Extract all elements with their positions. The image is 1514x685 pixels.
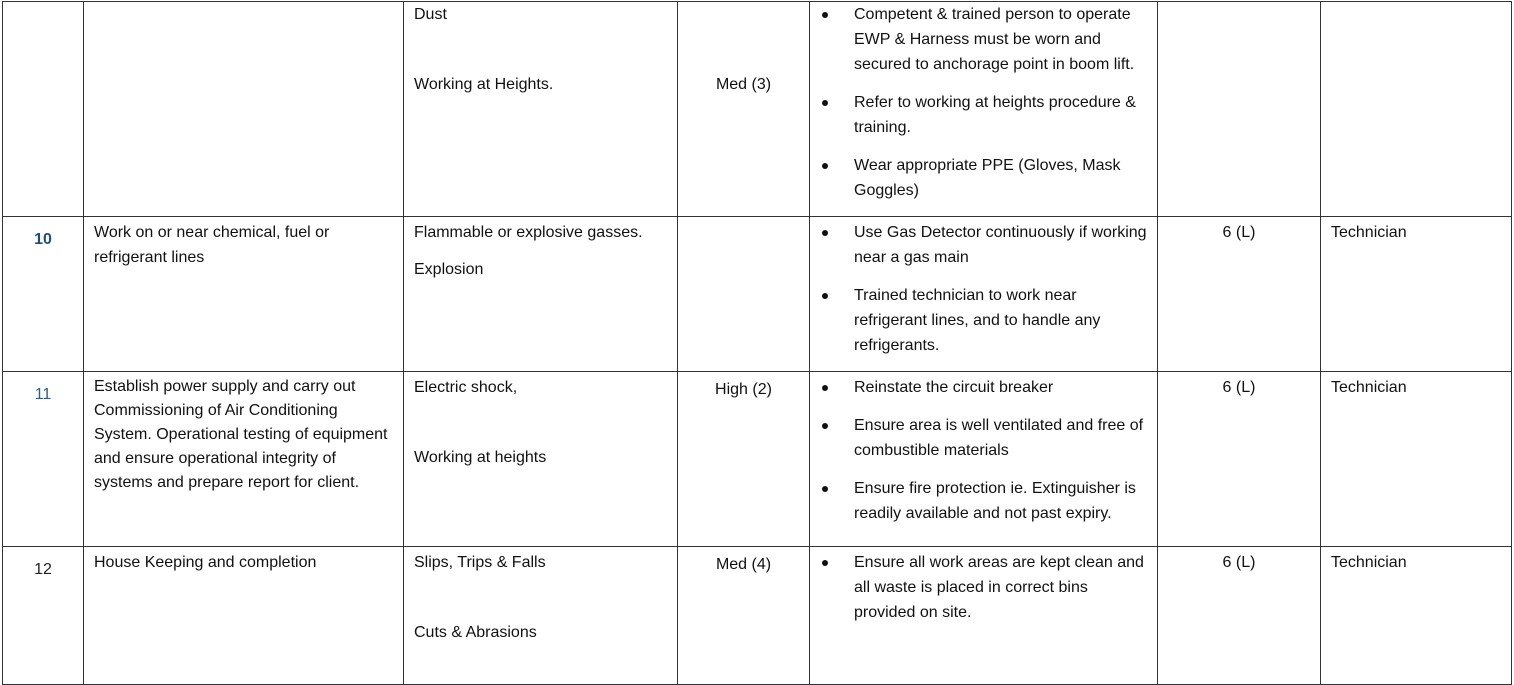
row-number: 10 (34, 231, 52, 248)
hazard-item: Working at heights (414, 449, 547, 466)
responsible-cell (1321, 547, 1512, 685)
risk-rating: High (2) (715, 381, 772, 398)
control-item: Ensure all work areas are kept clean and all waste is placed in correct bins provided on site. (810, 550, 1147, 625)
hazard-item: Dust (414, 6, 447, 23)
residual-risk: 6 (L) (1222, 554, 1256, 571)
row-number-cell (3, 547, 84, 685)
hazards-cell (404, 547, 678, 685)
activity-text: Establish power supply and carry out Commissioning of Air Conditioning System. Operational testing of equipment and ensure operational integrity of systems and prepare report for client. (94, 378, 388, 491)
hazard-item: Flammable or explosive gasses. (414, 224, 643, 241)
control-item: Reinstate the circuit breaker (810, 375, 1147, 400)
responsible-cell (1321, 217, 1512, 372)
risk-rating-cell (678, 217, 810, 372)
control-item: Trained technician to work near refrigerant lines, and to handle any refrigerants. (810, 283, 1147, 358)
row-number: 12 (34, 561, 52, 578)
residual-risk-cell (1158, 2, 1321, 217)
controls-cell (810, 2, 1158, 217)
table-row (3, 547, 1512, 685)
control-item: Competent & trained person to operate EWP & Harness must be worn and secured to anchorage point in boom lift. (810, 2, 1147, 77)
control-item: Use Gas Detector continuously if working near a gas main (810, 220, 1147, 270)
risk-assessment-table (2, 1, 1512, 685)
hazard-item: Cuts & Abrasions (414, 624, 537, 641)
hazards-cell (404, 372, 678, 547)
risk-rating-cell (678, 547, 810, 685)
residual-risk: 6 (L) (1222, 379, 1256, 396)
row-number-cell (3, 2, 84, 217)
table-row (3, 372, 1512, 547)
table-row (3, 2, 1512, 217)
risk-rating: Med (4) (715, 556, 772, 573)
residual-risk-cell (1158, 372, 1321, 547)
activity-text: Work on or near chemical, fuel or refrigerant lines (94, 224, 330, 266)
risk-rating-cell (678, 372, 810, 547)
activity-cell (84, 2, 404, 217)
hazard-item: Slips, Trips & Falls (414, 554, 546, 571)
control-item: Ensure fire protection ie. Extinguisher is readily available and not past expiry. (810, 476, 1147, 526)
controls-list (810, 220, 1147, 358)
responsible-person: Technician (1331, 554, 1407, 571)
controls-list (810, 550, 1147, 625)
responsible-person: Technician (1331, 224, 1407, 241)
controls-cell (810, 217, 1158, 372)
table-row (3, 217, 1512, 372)
controls-list (810, 375, 1147, 526)
control-item: Ensure area is well ventilated and free of combustible materials (810, 413, 1147, 463)
hazards-cell (404, 217, 678, 372)
row-number-cell (3, 372, 84, 547)
activity-cell (84, 217, 404, 372)
residual-risk-cell (1158, 547, 1321, 685)
responsible-cell (1321, 2, 1512, 217)
activity-text: House Keeping and completion (94, 554, 317, 571)
controls-list (810, 2, 1147, 203)
responsible-person: Technician (1331, 379, 1407, 396)
controls-cell (810, 372, 1158, 547)
hazard-item: Working at Heights. (414, 76, 554, 93)
risk-rating: Med (3) (715, 76, 772, 93)
hazards-cell (404, 2, 678, 217)
hazard-item: Electric shock, (414, 379, 518, 396)
controls-cell (810, 547, 1158, 685)
activity-cell (84, 372, 404, 547)
responsible-cell (1321, 372, 1512, 547)
row-number-cell (3, 217, 84, 372)
risk-rating-cell (678, 2, 810, 217)
residual-risk: 6 (L) (1222, 224, 1256, 241)
row-number: 11 (34, 386, 52, 403)
activity-cell (84, 547, 404, 685)
control-item: Refer to working at heights procedure & training. (810, 90, 1147, 140)
control-item: Wear appropriate PPE (Gloves, Mask Goggles) (810, 153, 1147, 203)
residual-risk-cell (1158, 217, 1321, 372)
hazard-item: Explosion (414, 261, 484, 278)
